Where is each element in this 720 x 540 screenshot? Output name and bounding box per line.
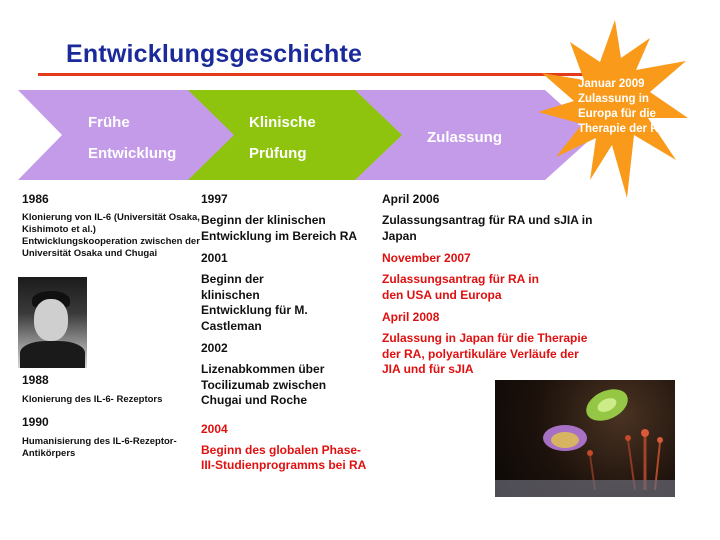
event-text: Zulassungsantrag für RA in den USA und Europa: [382, 272, 539, 302]
phase-clinical-label: Klinische Prüfung: [249, 114, 316, 162]
event-text: Zulassungsantrag für RA und sJIA in Japan: [382, 213, 593, 243]
event-text: Klonierung von IL-6 (Universität Osaka, Kishimoto et al.) Entwicklungskooperation zwischen der Universität Osaka und Chugai: [22, 212, 200, 259]
page-title: Entwicklungsgeschichte: [66, 40, 363, 68]
phase-approval-label: Zulassung: [427, 129, 503, 146]
starburst-text: Januar 2009 Zulassung in Europa für die Therapie der RA: [578, 78, 667, 135]
event-year: 2004: [201, 421, 228, 436]
researcher-portrait: [18, 277, 87, 368]
cell-illustration: [495, 380, 675, 497]
event-text: Beginn der klinischen Entwicklung im Bereich RA: [201, 213, 358, 243]
event-text: Zulassung in Japan für die Therapie der RA, polyartikuläre Verläufe der JIA und für sJIA: [382, 331, 588, 376]
event-text: Humanisierung des IL-6-Rezeptor-Antikörpers: [22, 436, 177, 459]
event-year: 2001: [201, 251, 228, 265]
event-year: April 2006: [382, 192, 440, 206]
event-text: Beginn des globalen Phase-III-Studienprogramms bei RA: [201, 442, 367, 472]
timeline-column-early-lower: [22, 373, 200, 460]
timeline-column-approval: [382, 192, 597, 378]
timeline-column-clinical: [201, 192, 371, 474]
event-text: Klonierung des IL-6- Rezeptors: [22, 394, 163, 405]
event-year: 1986: [22, 192, 49, 206]
phase-early-label: Frühe Entwicklung: [88, 114, 177, 162]
event-year: 1997: [201, 192, 228, 206]
event-year: 2002: [201, 341, 228, 355]
event-year: 1988: [22, 373, 49, 387]
event-text: Lizenabkommen über Tocilizumab zwischen Chugai und Roche: [201, 362, 327, 407]
event-year: November 2007: [382, 251, 471, 265]
event-year: 1990: [22, 415, 49, 429]
timeline-column-early: [22, 192, 202, 260]
event-year: April 2008: [382, 310, 440, 324]
event-text: Beginn der klinischen Entwicklung für M. Castleman: [201, 272, 308, 333]
